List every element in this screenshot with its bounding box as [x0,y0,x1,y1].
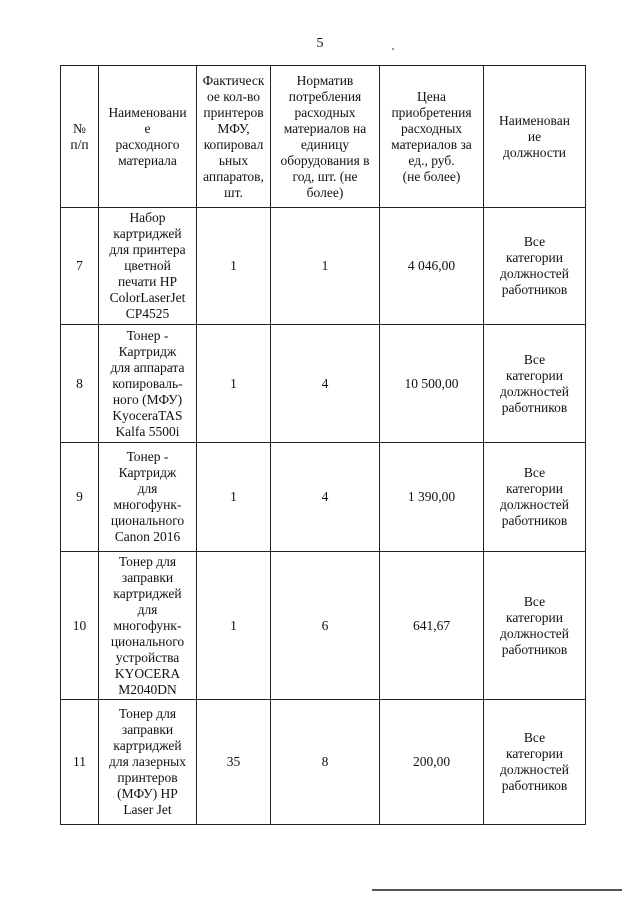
cell-material-name: Тонер - Картридж для аппарата копироваль- ного (МФУ) KyoceraTAS Kalfa 5500i [99,325,197,443]
cell-actual-count: 1 [197,552,271,700]
cell-purchase-price: 1 390,00 [380,443,484,552]
cell-consumption-norm: 8 [271,700,380,825]
header-actual-count: Фактическ ое кол-во принтеров МФУ, копировал ьных аппаратов, шт. [197,66,271,208]
cell-material-name: Тонер - Картридж для многофунк- ционального Canon 2016 [99,443,197,552]
table-row [61,325,586,443]
cell-actual-count: 1 [197,325,271,443]
cell-consumption-norm: 6 [271,552,380,700]
cell-purchase-price: 200,00 [380,700,484,825]
header-num: № п/п [61,66,99,208]
cell-position-name: Все категории должностей работников [484,325,586,443]
cell-consumption-norm: 4 [271,325,380,443]
cell-position-name: Все категории должностей работников [484,552,586,700]
scan-artifact-line [372,889,622,891]
cell-material-name: Тонер для заправки картриджей для многофунк- ционального устройства KYOCERA M2040DN [99,552,197,700]
header-purchase-price: Цена приобретения расходных материалов за ед., руб. (не более) [380,66,484,208]
header-position-name: Наименован ие должности [484,66,586,208]
cell-purchase-price: 10 500,00 [380,325,484,443]
cell-material-name: Набор картриджей для принтера цветной печати HP ColorLaserJet CP4525 [99,208,197,325]
cell-purchase-price: 4 046,00 [380,208,484,325]
cell-consumption-norm: 1 [271,208,380,325]
cell-actual-count: 1 [197,208,271,325]
table-row [61,443,586,552]
table-row [61,552,586,700]
cell-num: 9 [61,443,99,552]
cell-num: 7 [61,208,99,325]
consumables-table [60,65,586,825]
cell-actual-count: 35 [197,700,271,825]
cell-position-name: Все категории должностей работников [484,700,586,825]
cell-num: 11 [61,700,99,825]
cell-purchase-price: 641,67 [380,552,484,700]
cell-material-name: Тонер для заправки картриджей для лазерных принтеров (МФУ) HP Laser Jet [99,700,197,825]
cell-actual-count: 1 [197,443,271,552]
cell-position-name: Все категории должностей работников [484,208,586,325]
table-row [61,700,586,825]
cell-consumption-norm: 4 [271,443,380,552]
table-row [61,208,586,325]
cell-num: 10 [61,552,99,700]
table-header-row [61,66,586,208]
scan-speck [392,48,394,50]
header-consumption-norm: Норматив потребления расходных материалов на единицу оборудования в год, шт. (не более) [271,66,380,208]
header-material-name: Наименовани е расходного материала [99,66,197,208]
cell-num: 8 [61,325,99,443]
cell-position-name: Все категории должностей работников [484,443,586,552]
page-number: 5 [316,36,324,51]
